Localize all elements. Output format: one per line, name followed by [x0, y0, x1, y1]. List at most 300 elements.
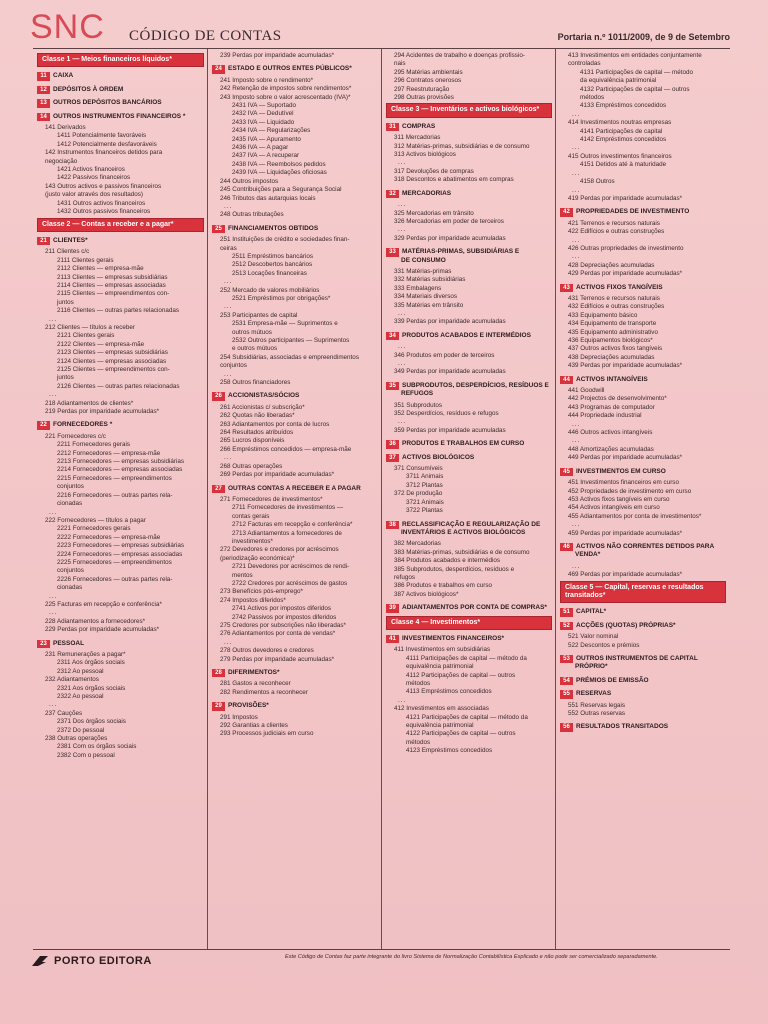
- account-line: 434 Equipamento de transporte: [568, 320, 657, 328]
- account-line: 2372 Do pessoal: [57, 726, 105, 734]
- account-line: 432 Edifícios e outras construções: [568, 303, 665, 311]
- account-heading: [386, 123, 552, 131]
- account-heading-label: PESSOAL: [53, 639, 85, 647]
- account-heading: [560, 376, 726, 384]
- ellipsis-line: ...: [224, 370, 233, 378]
- account-line: 2433 IVA — Liquidado: [232, 118, 295, 126]
- account-line: (justo valor através dos resultados): [45, 191, 143, 199]
- ellipsis-line: ...: [224, 278, 233, 286]
- account-line: 2123 Clientes — empresas subsidiárias: [57, 349, 168, 357]
- account-line: 551 Reservas legais: [568, 701, 626, 709]
- account-line: métodos: [406, 680, 431, 687]
- account-line: 334 Materiais diversos: [394, 293, 457, 301]
- account-line: 2213 Fornecedores — empresas subsidiárias: [57, 458, 185, 466]
- account-line: 455 Adiantamentos por conta de investimentos*: [568, 512, 702, 520]
- account-line: 211 Clientes c/c: [45, 248, 90, 256]
- account-number-badge: 31: [386, 123, 399, 131]
- class-heading: Classe 3 — Inventários e activos biológicos*: [386, 103, 552, 117]
- account-heading: [37, 86, 204, 94]
- account-line: equivalência patrimonial: [406, 722, 474, 730]
- account-line: 435 Equipamento administrativo: [568, 328, 658, 336]
- account-heading: [37, 237, 204, 245]
- account-line: 262 Quotas não liberadas*: [220, 412, 295, 420]
- account-line: 2211 Fornecedores gerais: [57, 441, 131, 449]
- account-line: 276 Adiantamentos por conta de vendas*: [220, 630, 336, 638]
- account-line: cionadas: [57, 500, 83, 508]
- account-line: 212 Clientes — títulos a receber: [45, 323, 135, 331]
- account-heading-label: OUTROS INSTRUMENTOS FINANCEIROS *: [53, 112, 186, 120]
- account-line: 431 Terrenos e recursos naturais: [568, 294, 660, 302]
- ellipsis-line: ...: [572, 437, 581, 445]
- account-line: 2434 IVA — Regularizações: [232, 127, 311, 135]
- account-line: 387 Activos biológicos*: [394, 590, 459, 598]
- account-line: (periodização económica)*: [220, 554, 295, 562]
- account-line: 1411 Potencialmente favoráveis: [57, 132, 147, 140]
- account-heading: [386, 604, 552, 612]
- account-line: 4121 Participações de capital — método da: [406, 713, 528, 721]
- account-line: 335 Matérias em trânsito: [394, 301, 464, 309]
- account-heading: [560, 677, 726, 685]
- account-number-badge: 46: [560, 543, 573, 551]
- column-2: [207, 49, 381, 949]
- account-line: da equivalência patrimonial: [580, 77, 657, 85]
- account-line: 261 Accionistas c/ subscrição*: [220, 403, 305, 411]
- account-line: 298 Outras provisões: [394, 94, 454, 102]
- account-line: 2711 Fornecedores de investimentos —: [232, 504, 344, 512]
- account-line: 2223 Fornecedores — empresas subsidiárias: [57, 542, 185, 550]
- account-number-badge: 54: [560, 677, 573, 685]
- ellipsis-line: ...: [49, 508, 58, 516]
- account-line: 332 Matérias subsidiárias: [394, 276, 466, 284]
- account-number-badge: 13: [37, 99, 50, 107]
- account-heading-label: ACÇÕES (QUOTAS) PRÓPRIAS*: [576, 621, 676, 629]
- account-line: 1432 Outros passivos financeiros: [57, 208, 151, 216]
- account-line: 318 Descontos e abatimentos em compras: [394, 176, 514, 184]
- account-number-badge: 26: [212, 392, 225, 400]
- account-line: 2371 Dos órgãos sociais: [57, 718, 126, 726]
- account-line: 2115 Clientes — empreendimentos con-: [57, 290, 170, 298]
- account-line: juntos: [57, 298, 74, 306]
- account-number-badge: 27: [212, 485, 225, 493]
- account-number-badge: 32: [386, 190, 399, 198]
- account-line: contas gerais: [232, 512, 270, 520]
- account-line: 439 Perdas por imparidade acumuladas*: [568, 362, 683, 370]
- ellipsis-line: ...: [398, 696, 407, 704]
- account-line: 4132 Participações de capital — outros: [580, 85, 690, 93]
- account-heading-label: FORNECEDORES *: [53, 421, 113, 429]
- account-line: 453 Activos fixos tangíveis em curso: [568, 495, 670, 503]
- account-number-badge: 28: [212, 669, 225, 677]
- account-heading: [560, 543, 726, 551]
- account-line: 2114 Clientes — empresas associadas: [57, 281, 166, 289]
- ellipsis-line: ...: [572, 110, 581, 118]
- account-line: 4131 Participações de capital — método: [580, 68, 694, 76]
- account-line: 413 Investimentos em entidades conjuntamente: [568, 52, 702, 59]
- account-heading: [560, 208, 726, 216]
- account-line: 349 Perdas por imparidade acumuladas: [394, 368, 506, 376]
- ellipsis-line: ...: [49, 609, 58, 617]
- account-number-badge: 55: [560, 690, 573, 698]
- account-heading-label: ADIANTAMENTOS POR CONTA DE COMPRAS*: [402, 604, 547, 612]
- account-heading-label: ACTIVOS INTANGÍVEIS: [576, 375, 648, 383]
- account-line: 325 Mercadorias em trânsito: [394, 209, 474, 217]
- porto-editora-logo-icon: [30, 954, 50, 968]
- account-line: equivalência patrimonial: [406, 663, 474, 671]
- account-line: 312 Matérias-primas, subsidiárias e de consumo: [394, 142, 530, 150]
- account-heading-label: PRÓPRIO*: [575, 663, 608, 671]
- account-line: 426 Outras propriedades de investimento: [568, 244, 684, 252]
- account-line: 2712 Facturas em recepção e conferência*: [232, 521, 353, 529]
- account-heading-label: ACTIVOS BIOLÓGICOS: [402, 453, 475, 461]
- account-line: 414 Investimentos noutras empresas: [568, 119, 672, 127]
- account-heading: [560, 284, 726, 292]
- account-number-badge: 12: [37, 86, 50, 94]
- account-line: 238 Outras operações: [45, 735, 108, 743]
- account-heading: [212, 669, 378, 677]
- account-heading: [37, 99, 204, 107]
- account-number-badge: 11: [37, 72, 50, 80]
- account-number-badge: 53: [560, 655, 573, 663]
- account-line: 2112 Clientes — empresa-mãe: [57, 265, 144, 273]
- account-line: 412 Investimentos em associadas: [394, 705, 489, 713]
- account-line: 241 Imposto sobre o rendimento*: [220, 76, 314, 84]
- account-line: 428 Depreciações acumuladas: [568, 261, 655, 269]
- publisher-logo: [30, 954, 152, 968]
- account-number-badge: 34: [386, 332, 399, 340]
- account-line: nais: [394, 60, 406, 68]
- account-line: 443 Programas de computador: [568, 403, 655, 411]
- account-line: 2124 Clientes — empresas associadas: [57, 357, 167, 365]
- account-line: 244 Outros impostos: [220, 177, 279, 185]
- account-line: 521 Valor nominal: [568, 633, 619, 641]
- account-line: controladas: [568, 60, 601, 68]
- account-number-badge: 41: [386, 635, 399, 643]
- account-line: negociação: [45, 157, 78, 165]
- account-line: outros mútuos: [232, 328, 272, 336]
- account-line: 1422 Passivos financeiros: [57, 174, 131, 182]
- account-line: 2741 Activos por impostos diferidos: [232, 605, 332, 613]
- account-line: 252 Mercado de valores mobiliários: [220, 286, 320, 294]
- account-heading-label: MATÉRIAS-PRIMAS, SUBSIDIÁRIAS E: [402, 248, 520, 256]
- account-line: 278 Outros devedores e credores: [220, 647, 314, 655]
- account-line: 274 Impostos diferidos*: [220, 596, 286, 604]
- account-line: 263 Adiantamentos por conta de lucros: [220, 420, 330, 428]
- account-line: 351 Subprodutos: [394, 401, 442, 409]
- account-heading-label: CAIXA: [53, 72, 74, 80]
- account-line: 2512 Descobertos bancários: [232, 261, 313, 269]
- account-line: 449 Perdas por imparidade acumuladas*: [568, 454, 683, 462]
- account-line: 232 Adiantamentos: [45, 676, 99, 684]
- account-line: 221 Fornecedores c/c: [45, 432, 106, 440]
- account-line: 459 Perdas por imparidade acumuladas*: [568, 529, 683, 537]
- account-heading-label: REFUGOS: [401, 390, 434, 398]
- ellipsis-line: ...: [398, 343, 407, 351]
- account-line: 264 Resultados atribuídos: [220, 429, 294, 437]
- account-line: 339 Perdas por imparidade acumuladas: [394, 318, 506, 326]
- ellipsis-line: ...: [49, 592, 58, 600]
- account-line: juntos: [57, 374, 74, 382]
- account-heading: [212, 702, 378, 710]
- account-heading: [212, 392, 378, 400]
- account-line: 273 Benefícios pós-emprego*: [220, 588, 303, 596]
- account-heading-label: PROVISÕES*: [228, 702, 269, 710]
- account-line: 1431 Outros activos financeiros: [57, 199, 146, 207]
- account-line: 4142 Empréstimos concedidos: [580, 136, 667, 144]
- account-line: 2513 Locações financeiras: [232, 269, 307, 277]
- class-heading: Classe 5 — Capital, reservas e resultados transitados*: [560, 581, 726, 604]
- account-line: 331 Matérias-primas: [394, 267, 452, 275]
- account-line: 219 Perdas por imparidade acumuladas*: [45, 408, 160, 416]
- account-heading-label: RESERVAS: [576, 690, 612, 698]
- account-heading: [212, 225, 378, 233]
- account-line: 239 Perdas por imparidade acumuladas*: [220, 52, 335, 59]
- account-line: 266 Empréstimos concedidos — empresa-mãe: [220, 445, 352, 453]
- ellipsis-line: ...: [572, 186, 581, 194]
- account-line: 446 Outros activos intangíveis: [568, 429, 653, 437]
- account-line: 2439 IVA — Liquidações oficiosas: [232, 169, 327, 177]
- account-line: 279 Perdas por imparidade acumuladas*: [220, 655, 335, 663]
- account-line: 4122 Participações de capital — outros: [406, 730, 516, 738]
- account-number-badge: 56: [560, 723, 573, 731]
- account-line: 2382 Com o pessoal: [57, 751, 115, 759]
- account-heading-label: CLIENTES*: [53, 236, 88, 244]
- account-line: 246 Tributos das autarquias locais: [220, 194, 316, 202]
- account-heading-label: COMPRAS: [402, 122, 436, 130]
- account-line: ceiras: [220, 244, 237, 252]
- account-heading-label: PROPRIEDADES DE INVESTIMENTO: [576, 208, 690, 216]
- account-number-badge: 37: [386, 454, 399, 462]
- account-line: cionadas: [57, 584, 83, 592]
- account-line: 384 Produtos acabados e intermédios: [394, 557, 501, 565]
- account-line: 436 Equipamentos biológicos*: [568, 337, 653, 344]
- account-line: 268 Outras operações: [220, 462, 283, 470]
- account-number-badge: 23: [37, 640, 50, 648]
- account-line: 2226 Fornecedores — outras partes rela-: [57, 575, 173, 583]
- account-heading-label: INVENTÁRIOS E ACTIVOS BIOLÓGICOS: [401, 528, 526, 536]
- header: [30, 8, 730, 48]
- ellipsis-line: ...: [398, 159, 407, 167]
- account-heading: [560, 551, 726, 559]
- account-line: 4151 Detidos até à maturidade: [580, 161, 667, 169]
- account-number-badge: 22: [37, 421, 50, 429]
- account-line: conjuntos: [57, 483, 84, 491]
- account-heading-label: PRODUTOS E TRABALHOS EM CURSO: [402, 440, 525, 448]
- account-line: 2431 IVA — Suportado: [232, 102, 296, 110]
- account-line: 3721 Animais: [406, 498, 444, 506]
- account-line: 253 Participantes de capital: [220, 311, 298, 319]
- account-line: 4158 Outros: [580, 178, 615, 186]
- ellipsis-line: ...: [224, 638, 233, 646]
- account-line: 2121 Clientes gerais: [57, 332, 115, 340]
- account-line: 275 Credores por subscrições não liberadas*: [220, 622, 347, 629]
- account-line: 2532 Outros participantes — Suprimentos: [232, 337, 350, 344]
- account-line: 2216 Fornecedores — outras partes rela-: [57, 491, 173, 499]
- account-heading: [386, 635, 552, 643]
- account-number-badge: 43: [560, 284, 573, 292]
- account-line: 2221 Fornecedores gerais: [57, 525, 131, 533]
- account-line: 383 Matérias-primas, subsidiárias e de consumo: [394, 548, 530, 556]
- account-line: 271 Fornecedores de investimentos*: [220, 495, 323, 503]
- account-heading-label: DEPÓSITOS À ORDEM: [53, 85, 124, 93]
- account-line: 2531 Empresa-mãe — Suprimentos e: [232, 320, 338, 328]
- ellipsis-line: ...: [398, 418, 407, 426]
- account-heading-label: ESTADO E OUTROS ENTES PÚBLICOS*: [228, 65, 352, 73]
- document-title: CÓDIGO DE CONTAS: [129, 28, 282, 44]
- account-line: e outros mútuos: [232, 345, 278, 353]
- account-line: 2437 IVA — A recuperar: [232, 152, 300, 160]
- column-4: [555, 49, 729, 949]
- account-number-badge: 45: [560, 468, 573, 476]
- account-line: 228 Adiantamentos a fornecedores*: [45, 617, 146, 625]
- account-line: 242 Retenção de impostos sobre rendimentos*: [220, 85, 352, 93]
- ellipsis-line: ...: [572, 169, 581, 177]
- account-line: 2214 Fornecedores — empresas associadas: [57, 466, 183, 474]
- account-line: 442 Projectos de desenvolvimento*: [568, 395, 667, 403]
- account-line: 552 Outras reservas: [568, 710, 626, 718]
- account-number-badge: 35: [386, 382, 399, 390]
- account-line: 448 Amortizações acumuladas: [568, 445, 654, 453]
- account-heading-label: INVESTIMENTOS EM CURSO: [576, 467, 666, 475]
- ellipsis-line: ...: [572, 521, 581, 529]
- account-heading: [386, 382, 552, 390]
- account-line: 143 Outros activos e passivos financeiros: [45, 182, 162, 190]
- account-heading-label: OUTROS DEPÓSITOS BANCÁRIOS: [53, 99, 162, 107]
- account-line: 2381 Com os órgãos sociais: [57, 743, 137, 751]
- account-heading-label: ACTIVOS FIXOS TANGÍVEIS: [576, 283, 663, 291]
- footer: [30, 950, 730, 980]
- account-line: 141 Derivados: [45, 124, 86, 132]
- account-line: 265 Lucros disponíveis: [220, 437, 285, 445]
- account-heading: [386, 390, 552, 398]
- footnote: Este Código de Contas faz parte integrante do livro Sistema de Normalização Contabilística Explicado e não pode ser comercializado separadamente.: [285, 954, 658, 960]
- account-line: 2713 Adiantamentos a fornecedores de: [232, 529, 342, 537]
- account-line: 2125 Clientes — empreendimentos con-: [57, 366, 170, 373]
- account-heading: [560, 663, 726, 671]
- account-line: 237 Cauções: [45, 709, 83, 717]
- ellipsis-line: ...: [572, 253, 581, 261]
- account-line: 317 Devoluções de compras: [394, 167, 474, 175]
- account-heading: [386, 521, 552, 529]
- account-line: 282 Rendimentos a reconhecer: [220, 688, 308, 696]
- account-line: 1412 Potencialmente desfavoráveis: [57, 140, 157, 148]
- account-line: 2742 Passivos por impostos diferidos: [232, 613, 337, 621]
- account-line: 2116 Clientes — outras partes relacionadas: [57, 307, 180, 315]
- account-heading-label: CAPITAL*: [576, 608, 607, 616]
- account-number-badge: 25: [212, 225, 225, 233]
- account-heading: [212, 485, 378, 493]
- account-line: 441 Goodwill: [568, 387, 605, 395]
- account-number-badge: 42: [560, 208, 573, 216]
- account-line: 386 Produtos e trabalhos em curso: [394, 582, 493, 590]
- class-heading: Classe 4 — Investimentos*: [386, 616, 552, 630]
- account-number-badge: 39: [386, 604, 399, 612]
- account-line: 295 Matérias ambientais: [394, 68, 463, 76]
- account-line: 3712 Plantas: [406, 481, 443, 489]
- account-number-badge: 29: [212, 702, 225, 710]
- ellipsis-line: ...: [49, 391, 58, 399]
- account-line: 272 Devedores e credores por acréscimos: [220, 546, 339, 554]
- ellipsis-line: ...: [572, 562, 581, 570]
- ellipsis-line: ...: [49, 701, 58, 709]
- account-line: 311 Mercadorias: [394, 134, 441, 142]
- account-line: 2722 Credores por acréscimos de gastos: [232, 579, 348, 587]
- account-line: 372 De produção: [394, 490, 443, 498]
- account-line: 2212 Fornecedores — empresa-mãe: [57, 449, 161, 457]
- account-line: mentos: [232, 571, 253, 579]
- account-line: 281 Gastos a reconhecer: [220, 680, 291, 688]
- account-line: 2432 IVA — Dedutível: [232, 110, 294, 118]
- account-line: 469 Perdas por imparidade acumuladas*: [568, 571, 683, 579]
- account-number-badge: 44: [560, 376, 573, 384]
- account-heading-label: OUTROS INSTRUMENTOS DE CAPITAL: [576, 655, 698, 662]
- account-line: 326 Mercadorias em poder de terceiros: [394, 217, 504, 225]
- column-1: [33, 49, 207, 949]
- account-heading: [386, 440, 552, 448]
- brand-title: SNC: [30, 8, 105, 46]
- account-number-badge: 51: [560, 608, 573, 616]
- account-line: 2113 Clientes — empresas subsidiárias: [57, 273, 168, 281]
- account-heading: [560, 690, 726, 698]
- account-heading-label: DIFERIMENTOS*: [228, 669, 280, 677]
- account-heading-label: RECLASSIFICAÇÃO E REGULARIZAÇÃO DE: [402, 520, 541, 528]
- account-line: conjuntos: [220, 362, 247, 370]
- account-line: 254 Subsidiárias, associadas e empreendimentos: [220, 353, 359, 361]
- ellipsis-line: ...: [398, 226, 407, 234]
- account-number-badge: 33: [386, 248, 399, 256]
- account-line: 2321 Aos órgãos sociais: [57, 684, 126, 692]
- ellipsis-line: ...: [398, 309, 407, 317]
- account-line: 415 Outros investimentos financeiros: [568, 152, 672, 160]
- account-heading: [37, 72, 204, 80]
- account-number-badge: 21: [37, 237, 50, 245]
- account-line: 438 Depreciações acumuladas: [568, 353, 655, 361]
- account-heading-label: PRÉMIOS DE EMISSÃO: [576, 676, 649, 684]
- account-line: métodos: [406, 738, 431, 746]
- account-heading-label: PRODUTOS ACABADOS E INTERMÉDIOS: [402, 331, 531, 339]
- account-line: 2322 Ao pessoal: [57, 693, 104, 701]
- account-line: métodos: [580, 94, 605, 102]
- account-line: 225 Facturas em recepção e conferência*: [45, 600, 162, 608]
- account-heading: [386, 190, 552, 198]
- account-line: 293 Processos judiciais em curso: [220, 730, 314, 738]
- account-line: 352 Desperdícios, resíduos e refugos: [394, 410, 499, 418]
- account-line: 2312 Ao pessoal: [57, 667, 104, 675]
- account-heading: [37, 640, 204, 648]
- ellipsis-line: ...: [398, 201, 407, 209]
- account-line: 385 Subprodutos, desperdícios, resíduos e: [394, 565, 515, 573]
- account-line: 297 Reestruturação: [394, 85, 450, 93]
- column-3: [381, 49, 555, 949]
- account-line: 142 Instrumentos financeiros detidos para: [45, 149, 163, 157]
- account-heading-label: FINANCIAMENTOS OBTIDOS: [228, 224, 319, 232]
- account-line: 292 Garantias a clientes: [220, 722, 288, 730]
- account-line: 2122 Clientes — empresa-mãe: [57, 340, 145, 348]
- account-line: 346 Produtos em poder de terceiros: [394, 351, 495, 359]
- account-line: 329 Perdas por imparidade acumuladas: [394, 234, 506, 242]
- account-line: 422 Edifícios e outras construções: [568, 228, 665, 236]
- account-line: 2224 Fornecedores — empresas associadas: [57, 550, 183, 558]
- account-heading: [386, 332, 552, 340]
- account-line: investimentos*: [232, 537, 273, 545]
- ellipsis-line: ...: [398, 360, 407, 367]
- account-number-badge: 38: [386, 521, 399, 529]
- account-line: 1421 Activos financeiros: [57, 166, 125, 174]
- account-line: 2435 IVA — Apuramento: [232, 135, 301, 143]
- ellipsis-line: ...: [224, 454, 233, 462]
- account-line: 411 Investimentos em subsidiárias: [394, 646, 491, 654]
- account-line: 3711 Animais: [406, 473, 444, 481]
- account-line: 218 Adiantamentos de clientes*: [45, 399, 134, 407]
